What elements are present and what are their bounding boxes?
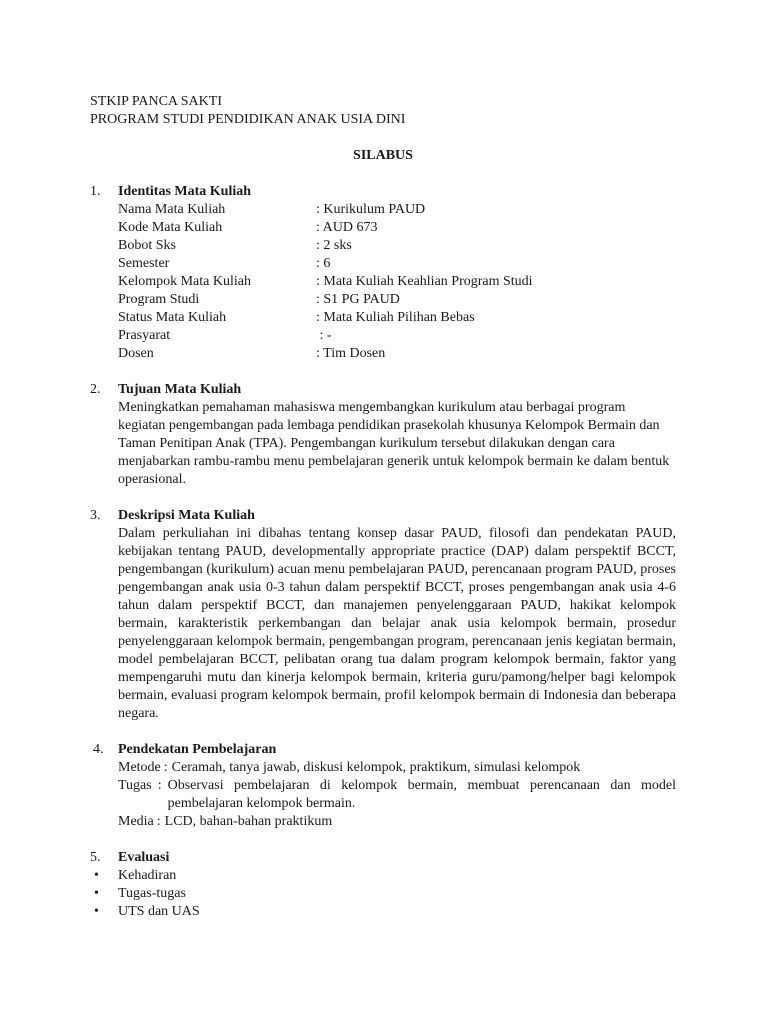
program-name: PROGRAM STUDI PENDIDIKAN ANAK USIA DINI bbox=[90, 112, 406, 127]
tugas-colon: : bbox=[157, 778, 162, 793]
identity-key: Nama Mata Kuliah bbox=[118, 202, 226, 217]
media-row bbox=[118, 813, 676, 831]
list-item-text: Tugas-tugas bbox=[118, 886, 186, 901]
bullet-icon: • bbox=[94, 868, 99, 883]
media-colon: : bbox=[156, 814, 161, 829]
identity-key: Program Studi bbox=[118, 292, 200, 307]
identity-value: : Kurikulum PAUD bbox=[316, 202, 426, 217]
identity-row bbox=[118, 309, 676, 327]
document-header bbox=[90, 93, 676, 129]
section-heading: Tujuan Mata Kuliah bbox=[118, 382, 242, 397]
section-pendekatan bbox=[90, 741, 676, 831]
section-tujuan bbox=[90, 381, 676, 489]
section-evaluasi bbox=[90, 849, 676, 921]
institution-name: STKIP PANCA SAKTI bbox=[90, 94, 222, 109]
list-item-text: Kehadiran bbox=[118, 868, 177, 883]
metode-value: Ceramah, tanya jawab, diskusi kelompok, praktikum, simulasi kelompok bbox=[171, 760, 581, 775]
section-heading: Deskripsi Mata Kuliah bbox=[118, 508, 255, 523]
identity-row bbox=[118, 291, 676, 309]
identity-row bbox=[118, 237, 676, 255]
identity-row bbox=[118, 345, 676, 363]
section-heading: Identitas Mata Kuliah bbox=[118, 184, 252, 199]
metode-row bbox=[118, 759, 676, 777]
identity-value: : Mata Kuliah Pilihan Bebas bbox=[316, 310, 475, 325]
identity-row bbox=[118, 327, 676, 345]
identity-value: : 2 sks bbox=[316, 238, 352, 253]
bullet-icon: • bbox=[94, 886, 99, 901]
identity-row bbox=[118, 201, 676, 219]
list-item bbox=[90, 867, 676, 885]
section-number: 5. bbox=[90, 850, 101, 865]
identity-value: : 6 bbox=[316, 256, 331, 271]
document-title: SILABUS bbox=[353, 148, 413, 163]
evaluation-list bbox=[90, 867, 676, 921]
identity-value: : AUD 673 bbox=[316, 220, 378, 235]
identity-key: Bobot Sks bbox=[118, 238, 176, 253]
section-identitas bbox=[90, 183, 676, 363]
section-number: 4. bbox=[93, 742, 104, 757]
bullet-icon: • bbox=[94, 904, 99, 919]
identity-row bbox=[118, 219, 676, 237]
section-number: 1. bbox=[90, 184, 101, 199]
tugas-value: Observasi pembelajaran di kelompok bermain, membuat perencanaan dan model pembelajaran kelompok bermain. bbox=[167, 778, 676, 811]
identity-value: : - bbox=[316, 328, 332, 343]
identity-key: Prasyarat bbox=[118, 328, 171, 343]
identity-row bbox=[118, 255, 676, 273]
identity-row bbox=[118, 273, 676, 291]
identity-value: : Tim Dosen bbox=[316, 346, 386, 361]
identity-value: : Mata Kuliah Keahlian Program Studi bbox=[316, 274, 533, 289]
section-paragraph: Meningkatkan pemahaman mahasiswa mengembangkan kurikulum atau berbagai program kegiatan pengembangan pada lembaga pendidikan prasekolah khusunya Kelompok Bermain dan Taman Penitipan Anak (TPA). Pengembangan kurikulum tersebut dilakukan dengan cara menjabarkan rambu-rambu menu pembelajaran generik untuk kelompok bermain ke dalam bentuk operasional. bbox=[118, 400, 670, 487]
identity-key: Kode Mata Kuliah bbox=[118, 220, 223, 235]
section-heading: Pendekatan Pembelajaran bbox=[118, 742, 277, 757]
list-item bbox=[90, 885, 676, 903]
identity-key: Kelompok Mata Kuliah bbox=[118, 274, 251, 289]
metode-label: Metode bbox=[118, 760, 161, 775]
section-deskripsi bbox=[90, 507, 676, 723]
section-number: 2. bbox=[90, 382, 101, 397]
media-value: LCD, bahan-bahan praktikum bbox=[164, 814, 333, 829]
tugas-row bbox=[118, 777, 676, 813]
media-label: Media bbox=[118, 814, 154, 829]
metode-colon: : bbox=[163, 760, 168, 775]
identity-key: Status Mata Kuliah bbox=[118, 310, 227, 325]
identity-key: Dosen bbox=[118, 346, 154, 361]
identity-table bbox=[90, 201, 676, 363]
section-heading: Evaluasi bbox=[118, 850, 170, 865]
list-item-text: UTS dan UAS bbox=[118, 904, 200, 919]
section-paragraph: Dalam perkuliahan ini dibahas tentang konsep dasar PAUD, filosofi dan pendekatan PAUD, kebijakan tentang PAUD, developmentally appropriate practice (DAP) dalam perspektif BCCT, pengembangan (kurikulum) acuan menu pembelajaran PAUD, perencanaan program PAUD, proses pengembangan anak usia 0-3 tahun dalam perspektif BCCT, proses pengembangan anak usia 4-6 tahun dalam perspektif BCCT, dan manajemen penyelenggaraan PAUD, hakikat kelompok bermain, karakteristik perkembangan dan belajar anak usia kelompok bermain, prosedur penyelenggaraan kelompok bermain, pengembangan program, perencanaan jenis kegiatan bermain, model pembelajaran BCCT, pelibatan orang tua dalam program kelompok bermain, faktor yang mempengaruhi mutu dan kinerja kelompok bermain, kriteria guru/pamong/helper bagi kelompok bermain, evaluasi program kelompok bermain, profil kelompok bermain di Indonesia dan beberapa negara. bbox=[118, 526, 676, 721]
section-number: 3. bbox=[90, 508, 101, 523]
list-item bbox=[90, 903, 676, 921]
tugas-label: Tugas bbox=[118, 778, 152, 793]
identity-key: Semester bbox=[118, 256, 170, 271]
identity-value: : S1 PG PAUD bbox=[316, 292, 400, 307]
